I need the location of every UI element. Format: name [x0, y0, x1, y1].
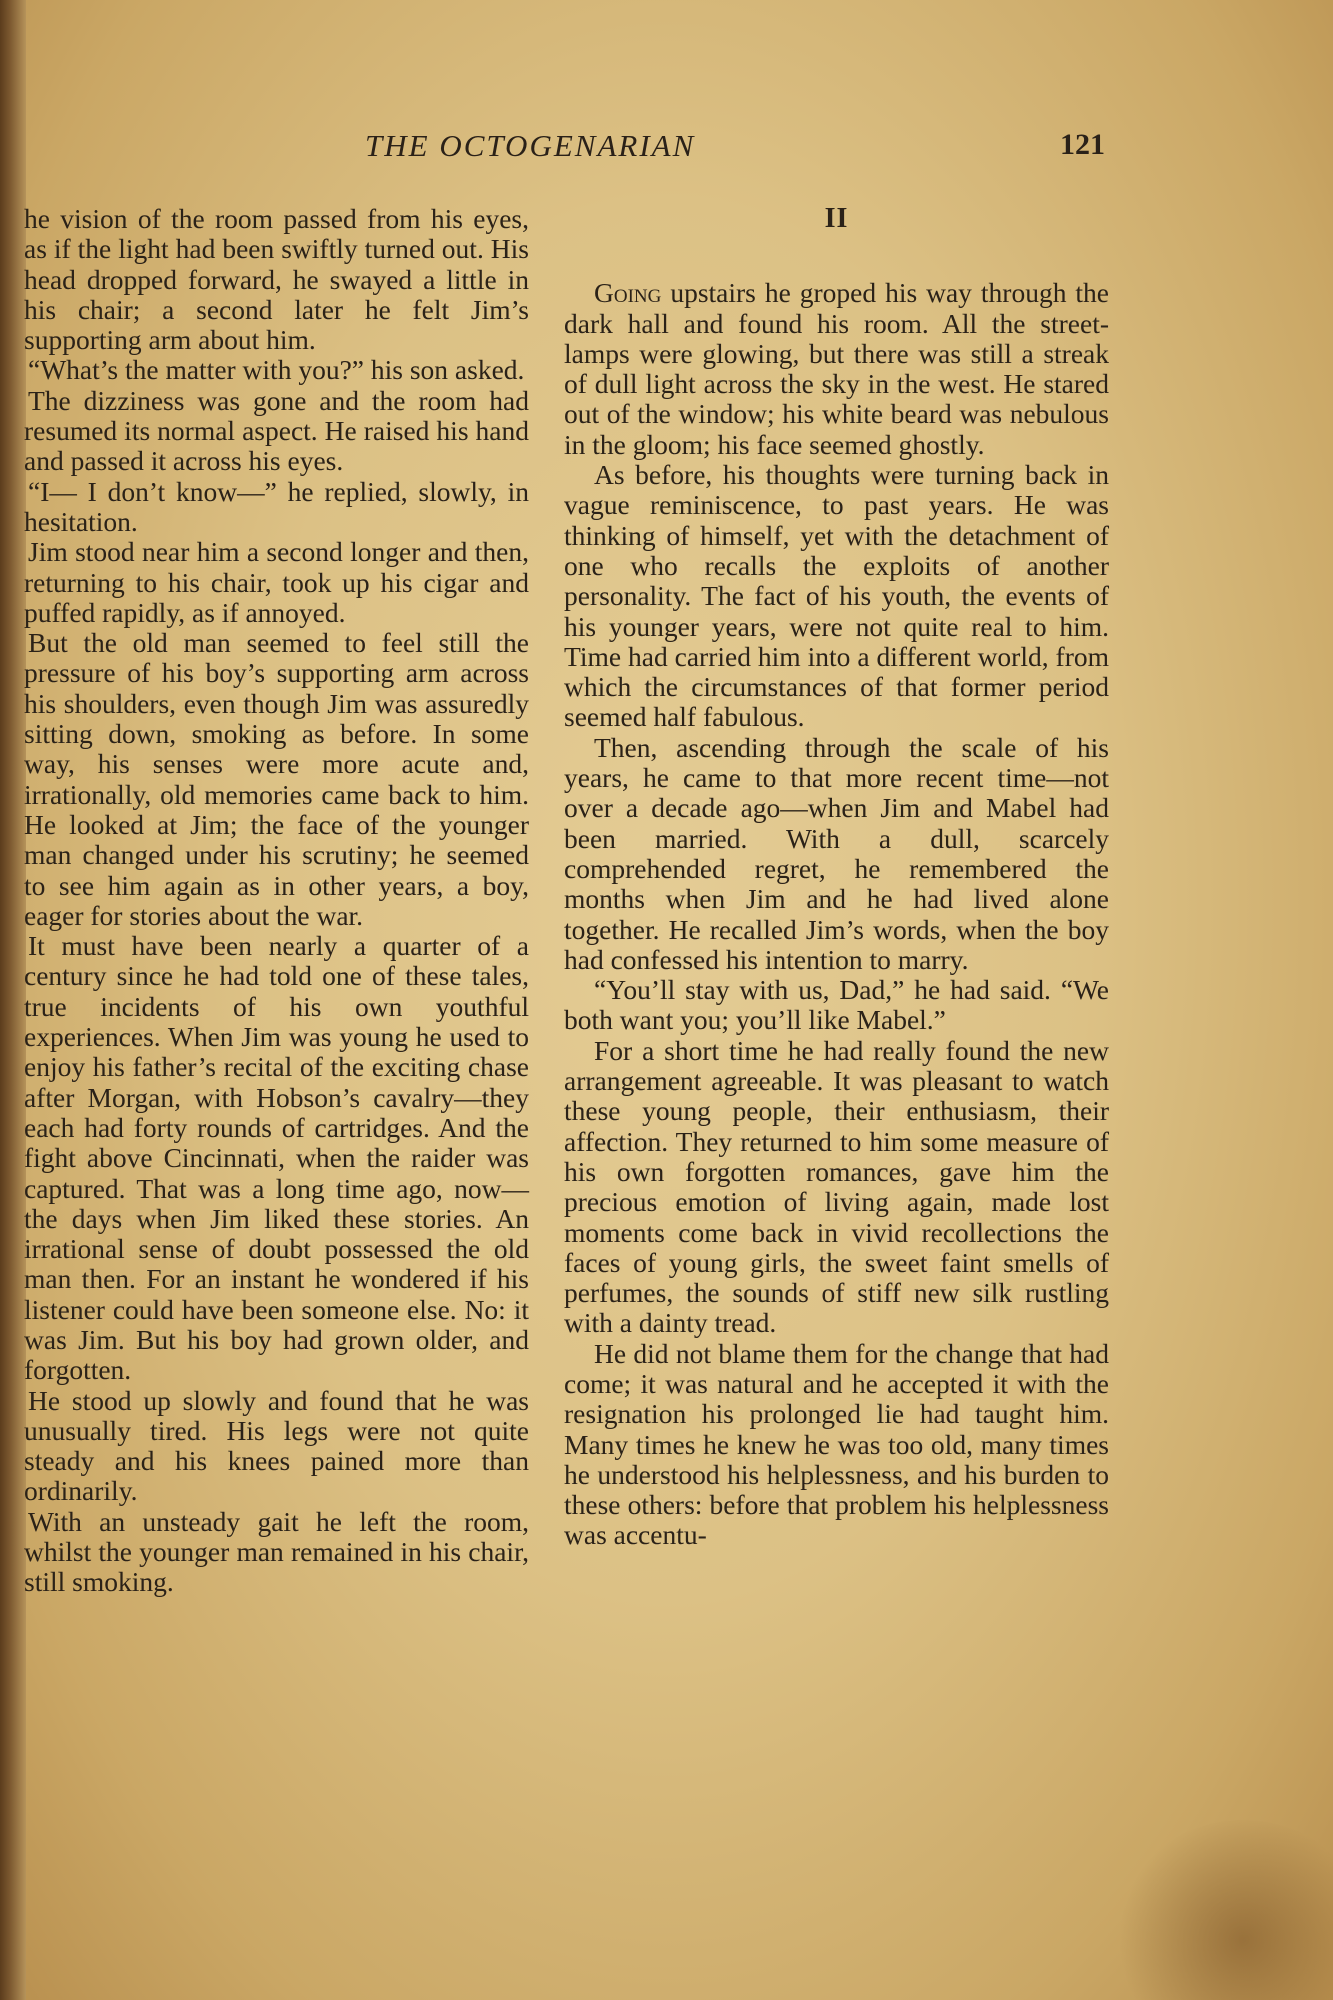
right-text-column	[564, 204, 1109, 1551]
paragraph: he vision of the room passed from his eyes, as if the light had been swiftly turned out. His head dropped forward, he swayed a little in his chair; a second later he felt Jim’s supporting arm about him.	[24, 203, 529, 356]
paragraph: “I— I don’t know—” he replied, slowly, in hesitation.	[24, 475, 529, 537]
page-corner-stain	[1113, 1820, 1333, 2000]
paragraph: “What’s the matter with you?” his son asked.	[28, 354, 525, 386]
book-spine-shadow	[0, 0, 26, 2000]
paragraph-text: upstairs he groped his way through the dark hall and found his room. All the street-lamps were glowing, but there was still a streak of dull light across the sky in the west. He stared out of the window; his white beard was nebulous in the gloom; his face seemed ghostly.	[564, 277, 1109, 460]
paragraph: As before, his thoughts were turning back in vague reminiscence, to past years. He was thinking of himself, yet with the detachment of one who recalls the exploits of another personality. The fact of his youth, the events of his younger years, were not quite real to him. Time had carried him into a different world, from which the circumstances of that former period seemed half fabulous.	[564, 459, 1109, 733]
paragraph: Then, ascending through the scale of his years, he came to that more recent time—not over a decade ago—when Jim and Mabel had been married. With a dull, scarcely comprehended regret, he remembered the months when Jim and he had lived alone together. He recalled Jim’s words, when the boy had confessed his intention to marry.	[564, 731, 1109, 975]
paragraph: It must have been nearly a quarter of a century since he had told one of these tales, true incidents of his own youthful experiences. When Jim was young he used to enjoy his father’s recital of the exciting chase after Morgan, with Hobson’s cavalry—they each had forty rounds of cartridges. And the fight above Cincinnati, when the raider was captured. That was a long time ago, now—the days when Jim liked these stories. An irrational sense of doubt possessed the old man then. For an instant he wondered if his listener could have been someone else. No: it was Jim. But his boy had grown older, and forgotten.	[24, 930, 529, 1386]
running-head	[0, 128, 1333, 168]
paragraph: “You’ll stay with us, Dad,” he had said. “We both want you; you’ll like Mabel.”	[564, 974, 1109, 1036]
paragraph: But the old man seemed to feel still the pressure of his boy’s supporting arm across his shoulders, even though Jim was assuredly sitting down, smoking as before. In some way, his senses were more acute and, irrationally, old memories came back to him. He looked at Jim; the face of the younger man changed under his scrutiny; he seemed to see him again as in other years, a boy, eager for stories about the war.	[24, 627, 529, 931]
paragraph: He did not blame them for the change that had come; it was natural and he accepted it with the resignation his prolonged lie had taught him. Many times he knew he was too old, many times he understood his helplessness, and his burden to these others: before that problem his helplessness was accentu-	[564, 1337, 1109, 1551]
paragraph: With an unsteady gait he left the room, whilst the younger man remained in his chair, still smoking.	[24, 1505, 529, 1598]
section-heading: II	[824, 203, 849, 234]
running-title: THE OCTOGENARIAN	[365, 128, 696, 163]
left-text-column	[24, 204, 529, 1598]
paragraph: For a short time he had really found the new arrangement agreeable. It was pleasant to watch these young people, their enthusiasm, their affection. They returned to him some measure of his own forgotten romances, gave him the precious emotion of living again, made lost moments come back in vivid recollections the faces of young girls, the sweet faint smells of perfumes, the sounds of stiff new silk rustling with a dainty tread.	[564, 1034, 1109, 1339]
page-number: 121	[1060, 128, 1105, 161]
paragraph: The dizziness was gone and the room had resumed its normal aspect. He raised his hand and passed it across his eyes.	[24, 384, 529, 477]
paragraph: He stood up slowly and found that he was unusually tired. His legs were not quite steady and his knees pained more than ordinarily.	[24, 1384, 529, 1507]
paragraph	[564, 278, 1109, 460]
paragraph: Jim stood near him a second longer and then, returning to his chair, took up his cigar and puffed rapidly, as if annoyed.	[24, 536, 529, 628]
drop-word: Going	[594, 277, 662, 309]
